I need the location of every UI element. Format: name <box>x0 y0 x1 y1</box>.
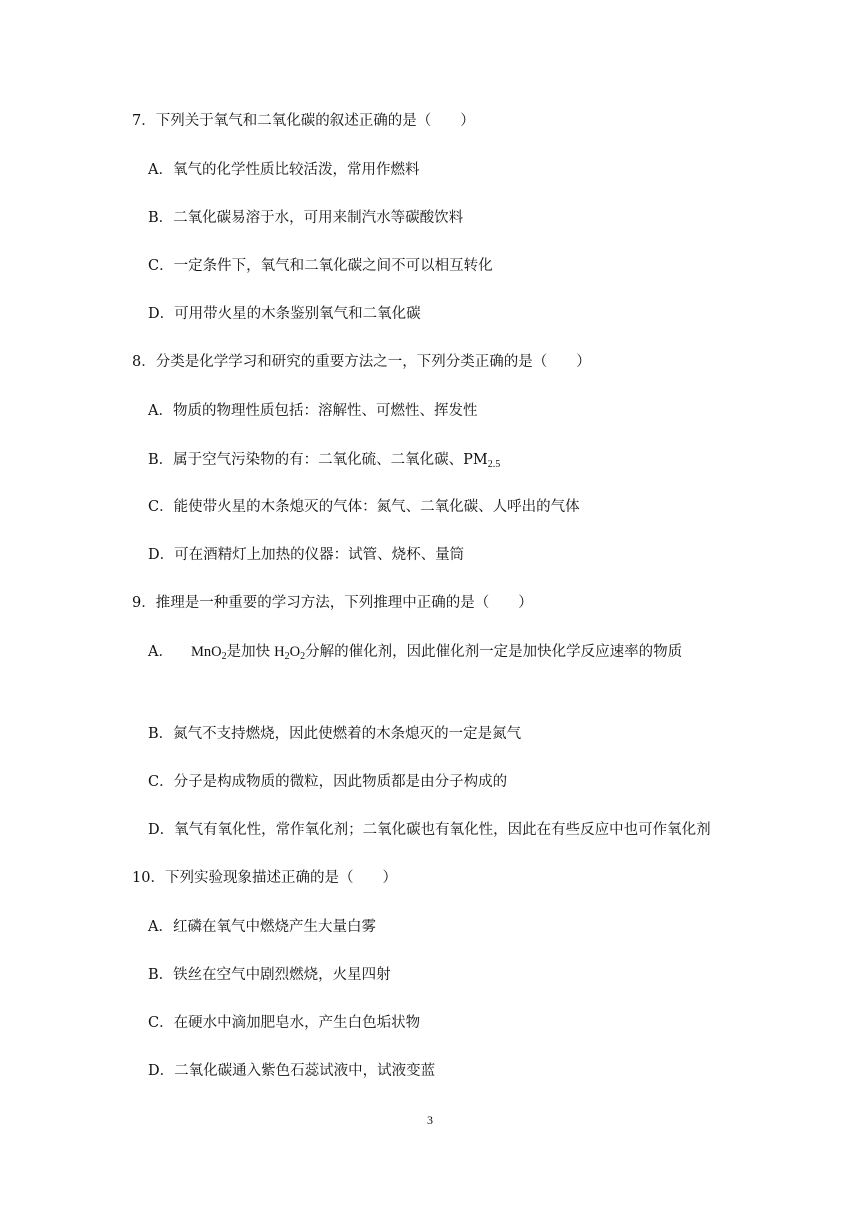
question-10-option-c: C．在硬水中滴加肥皂水，产生白色垢状物 <box>148 1015 421 1031</box>
question-9-option-a-prefix: A． <box>148 644 173 660</box>
question-7-option-c: C．一定条件下，氧气和二氧化碳之间不可以相互转化 <box>148 258 493 274</box>
question-8-option-b-text: B．属于空气污染物的有：二氧化硫、二氧化碳、PM <box>148 452 488 468</box>
question-9-formula-mno2: MnO$_2$ <box>190 644 227 662</box>
question-8-option-d: D．可在酒精灯上加热的仪器：试管、烧杯、量筒 <box>148 547 465 563</box>
question-10-option-b: B．铁丝在空气中剧烈燃烧，火星四射 <box>148 967 391 983</box>
question-9-option-b: B．氮气不支持燃烧，因此使燃着的木条熄灭的一定是氮气 <box>148 726 522 742</box>
question-7-option-b: B．二氧化碳易溶于水，可用来制汽水等碳酸饮料 <box>148 210 464 226</box>
question-9-option-d: D．氧气有氧化性，常作氧化剂；二氧化碳也有氧化性，因此在有些反应中也可作氧化剂 <box>148 822 711 838</box>
question-10-stem: 10．下列实验现象描述正确的是（ ） <box>132 870 397 886</box>
question-7-stem: 7．下列关于氧气和二氧化碳的叙述正确的是（ ） <box>132 113 475 129</box>
question-10-option-a: A．红磷在氧气中燃烧产生大量白雾 <box>148 919 376 935</box>
question-7-option-d: D．可用带火星的木条鉴别氧气和二氧化碳 <box>148 306 421 322</box>
question-9-stem: 9．推理是一种重要的学习方法，下列推理中正确的是（ ） <box>132 595 533 611</box>
question-8-option-b-subscript: 2.5 <box>487 459 501 470</box>
question-9-option-a-text1: 是加快 <box>226 644 271 660</box>
question-7-option-a: A．氧气的化学性质比较活泼，常用作燃料 <box>148 162 420 178</box>
question-9-option-a <box>148 642 682 662</box>
question-9-formula-h2o2: $H_2O_2$ <box>274 644 306 662</box>
question-8-option-a: A．物质的物理性质包括：溶解性、可燃性、挥发性 <box>148 403 478 419</box>
question-9-option-c: C．分子是构成物质的微粒，因此物质都是由分子构成的 <box>148 774 508 790</box>
page-number: 3 <box>427 1113 433 1127</box>
question-8-option-c: C．能使带火星的木条熄灭的气体：氮气、二氧化碳、人呼出的气体 <box>148 499 580 515</box>
question-9-option-a-text2: 分解的催化剂，因此催化剂一定是加快化学反应速率的物质 <box>305 644 683 660</box>
question-8-option-b <box>148 450 500 470</box>
question-10-option-d: D．二氧化碳通入紫色石蕊试液中，试液变蓝 <box>148 1063 436 1079</box>
question-8-stem: 8．分类是化学学习和研究的重要方法之一，下列分类正确的是（ ） <box>132 354 591 370</box>
